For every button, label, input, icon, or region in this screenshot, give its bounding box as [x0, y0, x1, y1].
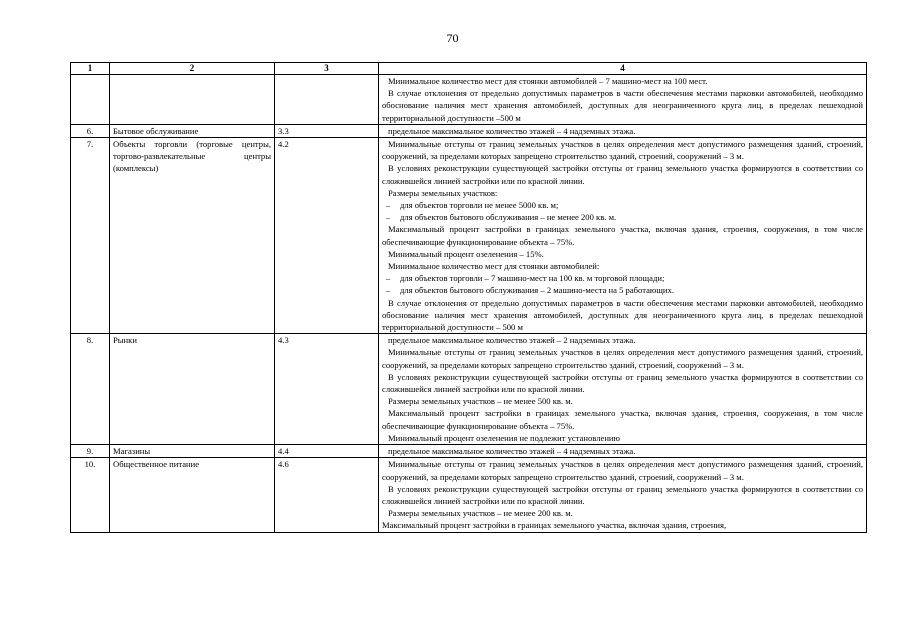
regulations-table — [70, 62, 867, 533]
parameter-paragraph: В условиях реконструкции существующей застройки отступы от границ земельного участка формируются в соответствии со сложившейся линией застройки или по красной линии. — [382, 371, 863, 395]
row-number — [71, 75, 110, 125]
classifier-code: 4.2 — [275, 138, 379, 334]
parameter-paragraph: В случае отклонения от предельно допустимых параметров в части обеспечения местами парковки автомобилей, необходимо обоснование наличия мест хранения автомобилей, доступных для неограниченного круга лиц, в пределах пешеходной территориальной доступности – 500 м — [382, 297, 863, 333]
parameters-cell — [379, 334, 867, 445]
list-item-text: для объектов торговли – 7 машино-мест на 100 кв. м торговой площади; — [400, 273, 665, 284]
dash-bullet-icon: – — [386, 200, 391, 211]
dash-bullet-icon: – — [386, 273, 391, 284]
row-number: 7. — [71, 138, 110, 334]
classifier-code: 4.3 — [275, 334, 379, 445]
parameter-paragraph: Минимальный процент озеленения – 15%. — [388, 248, 544, 259]
parameter-paragraph: Минимальное количество мест для стоянки автомобилей: — [388, 261, 600, 272]
dash-bullet-icon: – — [386, 212, 391, 223]
land-use-type — [110, 75, 275, 125]
parameter-paragraph: В условиях реконструкции существующей застройки отступы от границ земельного участка формируются в соответствии со сложившейся линией застройки или по красной линии. — [382, 483, 863, 506]
parameter-paragraph: Минимальные отступы от границ земельных участков в целях определения мест допустимого размещения зданий, строений, сооружений, за пределами которых запрещено строительство зданий, строений, сооружений – 3 м. — [382, 139, 863, 162]
page-number: 70 — [446, 31, 459, 45]
table-row — [71, 334, 867, 445]
parameter-paragraph: В случае отклонения от предельно допустимых параметров в части обеспечения местами парковки автомобилей, необходимо обоснование наличия мест хранения автомобилей, доступных для неограниченного круга лиц, в пределах пешеходной территориальной доступности –500 м — [382, 88, 863, 123]
parameter-paragraph: предельное максимальное количество этажей – 2 надземных этажа. — [388, 335, 636, 346]
parameter-paragraph: Размеры земельных участков – не менее 200 кв. м. — [388, 508, 573, 519]
parameters-cell — [379, 124, 867, 137]
parameter-paragraph: Размеры земельных участков: — [388, 187, 498, 198]
header-col-1: 1 — [71, 63, 110, 75]
parameter-paragraph: предельное максимальное количество этажей – 4 надземных этажа. — [388, 446, 636, 457]
list-item — [382, 199, 863, 211]
table-row — [71, 445, 867, 458]
table-header-row — [71, 63, 867, 75]
land-use-type: Магазины — [110, 445, 275, 458]
row-number: 9. — [71, 445, 110, 458]
row-number: 8. — [71, 334, 110, 445]
parameter-paragraph: Минимальные отступы от границ земельных участков в целях определения мест допустимого размещения зданий, строений, сооружений, за пределами которых запрещено строительство зданий, строений, сооружений – 3 м. — [382, 459, 863, 482]
list-item-text: для объектов бытового обслуживания – не менее 200 кв. м. — [400, 212, 617, 223]
classifier-code: 4.4 — [275, 445, 379, 458]
parameter-paragraph: Минимальное количество мест для стоянки автомобилей – 7 машино-мест на 100 мест. — [388, 76, 708, 86]
table-row — [71, 458, 867, 532]
table-row — [71, 124, 867, 137]
parameter-paragraph: Минимальные отступы от границ земельных участков в целях определения мест допустимого размещения зданий, строений, сооружений, за пределами которых запрещено строительство зданий, строений, сооружений – 3 м. — [382, 347, 863, 370]
parameters-cell — [379, 458, 867, 532]
table-row — [71, 138, 867, 334]
list-item-text: для объектов бытового обслуживания – 2 машино-места на 5 работающих. — [400, 285, 674, 296]
parameter-paragraph: Минимальный процент озеленения не подлежит установлению — [388, 432, 620, 443]
parameters-cell — [379, 138, 867, 334]
header-col-4: 4 — [379, 63, 867, 75]
classifier-code: 3.3 — [275, 124, 379, 137]
parameter-paragraph: Размеры земельных участков – не менее 500 кв. м. — [388, 396, 573, 407]
dash-bullet-icon: – — [386, 285, 391, 296]
table-row — [71, 75, 867, 125]
land-use-type: Общественное питание — [110, 458, 275, 532]
list-item — [382, 272, 863, 284]
row-number: 6. — [71, 124, 110, 137]
parameter-paragraph: В условиях реконструкции существующей застройки отступы от границ земельного участка формируются в соответствии со сложившейся линией застройки или по красной линии. — [382, 163, 863, 186]
table-body — [71, 75, 867, 533]
parameters-cell — [379, 75, 867, 125]
list-item — [382, 284, 863, 296]
parameter-paragraph: Максимальный процент застройки в границах земельного участка, включая здания, строения, сооружения, в том числе обеспечивающие функционирование объекта – 75%. — [382, 408, 863, 431]
classifier-code — [275, 75, 379, 125]
parameters-cell — [379, 445, 867, 458]
land-use-type: Бытовое обслуживание — [110, 124, 275, 137]
header-col-2: 2 — [110, 63, 275, 75]
list-item-text: для объектов торговли не менее 5000 кв. м; — [400, 200, 559, 211]
row-number: 10. — [71, 458, 110, 532]
land-use-type: Объекты торговли (торговые центры, торгово-развлекательные центры (комплексы) — [110, 138, 275, 334]
classifier-code: 4.6 — [275, 458, 379, 532]
header-col-3: 3 — [275, 63, 379, 75]
parameter-paragraph: предельное максимальное количество этажей – 4 надземных этажа. — [388, 125, 636, 136]
list-item — [382, 211, 863, 223]
parameter-paragraph: Максимальный процент застройки в границах земельного участка, включая здания, строения, сооружения, в том числе обеспечивающие функционирование объекта – 75%. — [382, 224, 863, 247]
parameter-paragraph: Максимальный процент застройки в границах земельного участка, включая здания, строения, — [382, 520, 727, 531]
land-use-type: Рынки — [110, 334, 275, 445]
